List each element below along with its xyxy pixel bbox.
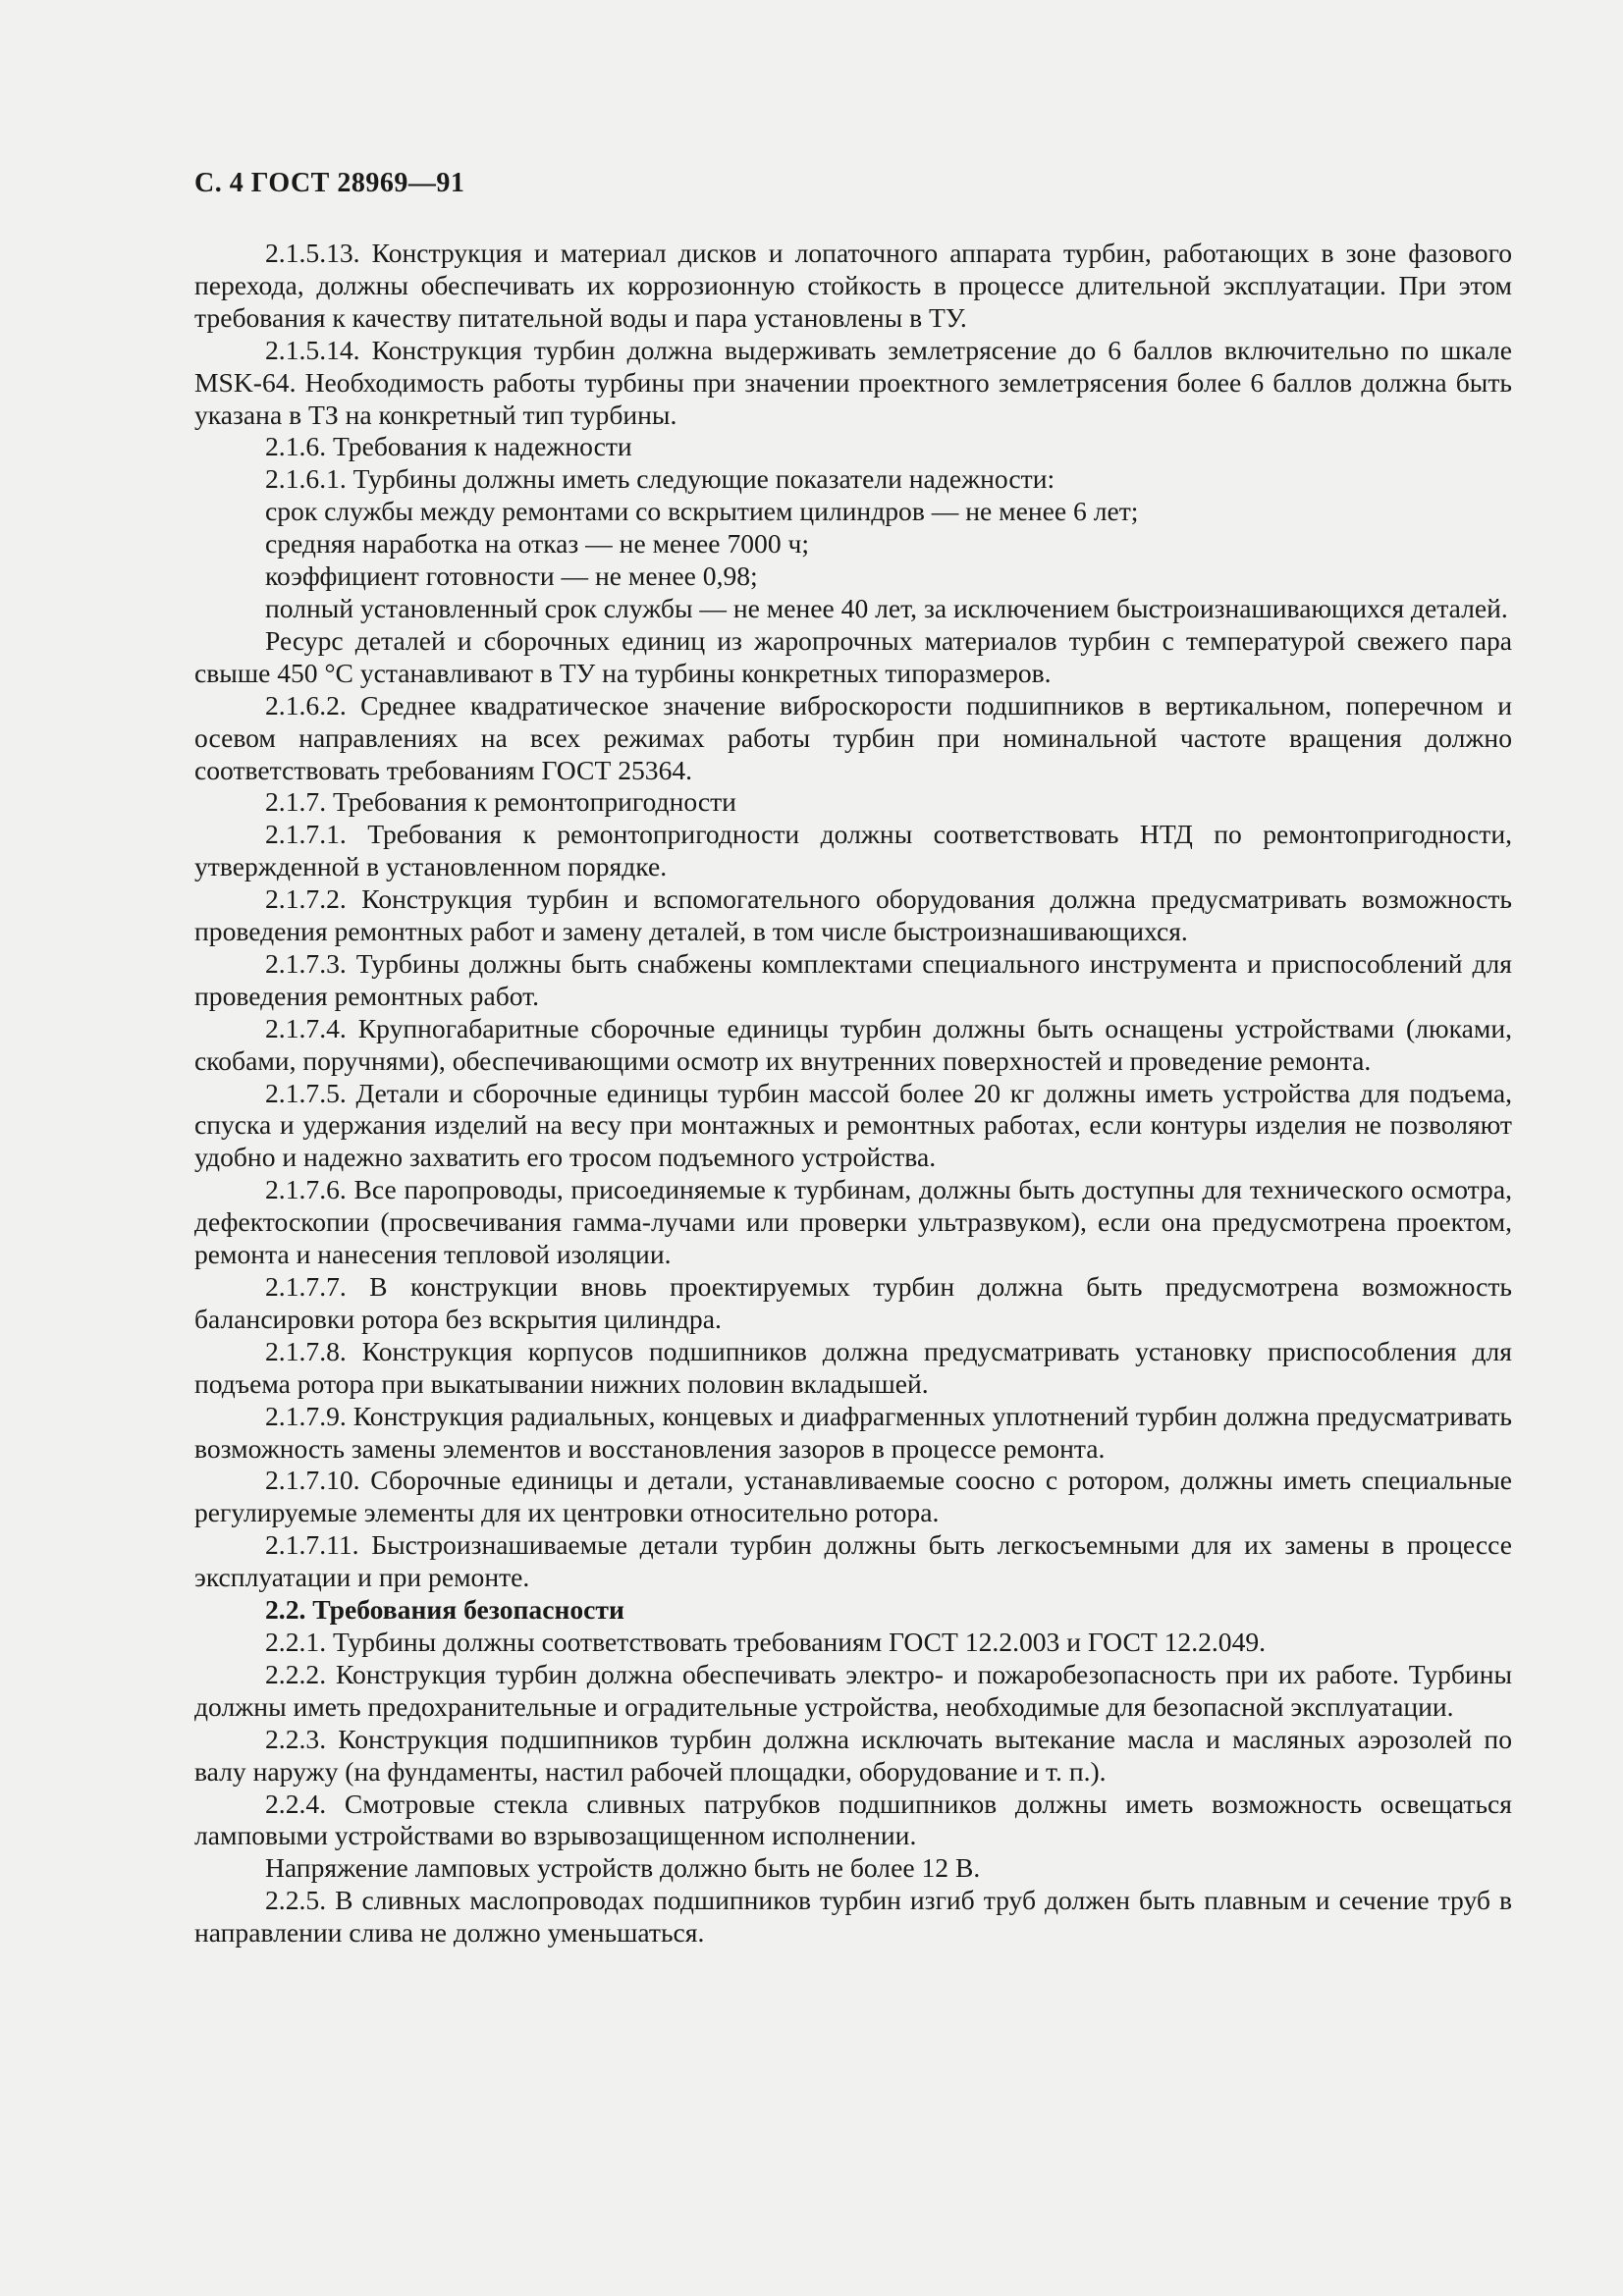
list-item-availability: коэффициент готовности — не менее 0,98;	[265, 561, 758, 592]
paragraph-2-1-7-8: 2.1.7.8. Конструкция корпусов подшипников должна предусматривать установку приспособления для подъема ротора при выкатывании нижних половин вкладышей.	[194, 1335, 1512, 1399]
paragraph-2-2-1: 2.2.1. Турбины должны соответствовать требованиям ГОСТ 12.2.003 и ГОСТ 12.2.049.	[265, 1626, 1267, 1657]
paragraph-2-1-7-3: 2.1.7.3. Турбины должны быть снабжены комплектами специального инструмента и приспособлений для проведения ремонтных работ.	[194, 947, 1512, 1011]
paragraph-2-1-7-7: 2.1.7.7. В конструкции вновь проектируемых турбин должна быть предусмотрена возможность балансировки ротора без вскрытия цилиндра.	[194, 1271, 1512, 1334]
list-item-mtbf: средняя наработка на отказ — не менее 7000 ч;	[265, 528, 810, 560]
page-header: С. 4 ГОСТ 28969—91	[194, 168, 465, 198]
paragraph-2-1-7-4: 2.1.7.4. Крупногабаритные сборочные единицы турбин должны быть оснащены устройствами (люками, скобами, поручнями), обеспечивающими осмотр их внутренних поверхностей и проведение ремонта.	[194, 1012, 1512, 1076]
paragraph-2-2-2: 2.2.2. Конструкция турбин должна обеспечивать электро- и пожаробезопасность при их работе. Турбины должны иметь предохранительные и оградительные устройства, необходимые для безопасной эксплуатации.	[194, 1658, 1512, 1722]
section-heading-2-1-7: 2.1.7. Требования к ремонтопригодности	[265, 786, 736, 818]
paragraph-2-2-3: 2.2.3. Конструкция подшипников турбин должна исключать вытекание масла и масляных аэрозолей по валу наружу (на фундаменты, настил рабочей площадки, оборудование и т. п.).	[194, 1723, 1512, 1787]
document-page	[194, 167, 1512, 1949]
document-body	[194, 238, 1512, 1949]
paragraph-2-1-7-11: 2.1.7.11. Быстроизнашиваемые детали турбин должны быть легкосъемными для их замены в процессе эксплуатации и при ремонте.	[194, 1529, 1512, 1593]
paragraph-2-1-7-1: 2.1.7.1. Требования к ремонтопригодности должны соответствовать НТД по ремонтопригодности, утвержденной в установленном порядке.	[194, 819, 1512, 882]
paragraph-2-1-7-9: 2.1.7.9. Конструкция радиальных, концевых и диафрагменных уплотнений турбин должна предусматривать возможность замены элементов и восстановления зазоров в процессе ремонта.	[194, 1400, 1512, 1464]
list-item-service-life: срок службы между ремонтами со вскрытием цилиндров — не менее 6 лет;	[265, 496, 1139, 527]
paragraph-2-2-4: 2.2.4. Смотровые стекла сливных патрубков подшипников должны иметь возможность освещаться ламповыми устройствами во взрывозащищенном исполнении.	[194, 1788, 1512, 1851]
section-heading-2-1-6: 2.1.6. Требования к надежности	[265, 431, 632, 462]
list-item-full-service-life: полный установленный срок службы — не менее 40 лет, за исключением быстроизнашивающихся деталей.	[265, 592, 1508, 623]
section-heading-2-2: 2.2. Требования безопасности	[265, 1594, 624, 1626]
paragraph-2-2-5: 2.2.5. В сливных маслопроводах подшипников турбин изгиб труб должен быть плавным и сечение труб в направлении слива не должно уменьшаться.	[194, 1885, 1512, 1949]
paragraph-2-1-7-2: 2.1.7.2. Конструкция турбин и вспомогательного оборудования должна предусматривать возможность проведения ремонтных работ и замену деталей, в том числе быстроизнашивающихся.	[194, 883, 1512, 947]
paragraph-2-1-7-5: 2.1.7.5. Детали и сборочные единицы турбин массой более 20 кг должны иметь устройства для подъема, спуска и удержания изделий на весу при монтажных и ремонтных работах, если контуры изделия не позволяют удобно и надежно захватить его тросом подъемного устройства.	[194, 1077, 1512, 1173]
paragraph-2-1-6-2: 2.1.6.2. Среднее квадратическое значение виброскорости подшипников в вертикальном, поперечном и осевом направлениях на всех режимах работы турбин при номинальной частоте вращения должно соответствовать требованиям ГОСТ 25364.	[194, 689, 1512, 785]
paragraph-2-1-5-14: 2.1.5.14. Конструкция турбин должна выдерживать землетрясение до 6 баллов включительно по шкале MSK-64. Необходимость работы турбины при значении проектного землетрясения более 6 баллов должна быть указана в ТЗ на конкретный тип турбины.	[194, 334, 1512, 430]
paragraph-2-1-7-6: 2.1.7.6. Все паропроводы, присоединяемые к турбинам, должны быть доступны для технического осмотра, дефектоскопии (просвечивания гамма-лучами или проверки ультразвуком), если она предусмотрена проектом, ремонта и нанесения тепловой изоляции.	[194, 1174, 1512, 1270]
paragraph-lamp-voltage: Напряжение ламповых устройств должно быть не более 12 В.	[265, 1852, 981, 1884]
paragraph-2-1-6-1: 2.1.6.1. Турбины должны иметь следующие показатели надежности:	[265, 463, 1055, 495]
paragraph-2-1-5-13: 2.1.5.13. Конструкция и материал дисков и лопаточного аппарата турбин, работающих в зоне фазового перехода, должны обеспечивать их коррозионную стойкость в процессе длительной эксплуатации. При этом требования к качеству питательной воды и пара установлены в ТУ.	[194, 238, 1512, 333]
paragraph-resource: Ресурс деталей и сборочных единиц из жаропрочных материалов турбин с температурой свежего пара свыше 450 °С устанавливают в ТУ на турбины конкретных типоразмеров.	[194, 624, 1512, 688]
paragraph-2-1-7-10: 2.1.7.10. Сборочные единицы и детали, устанавливаемые соосно с ротором, должны иметь специальные регулируемые элементы для их центровки относительно ротора.	[194, 1465, 1512, 1528]
